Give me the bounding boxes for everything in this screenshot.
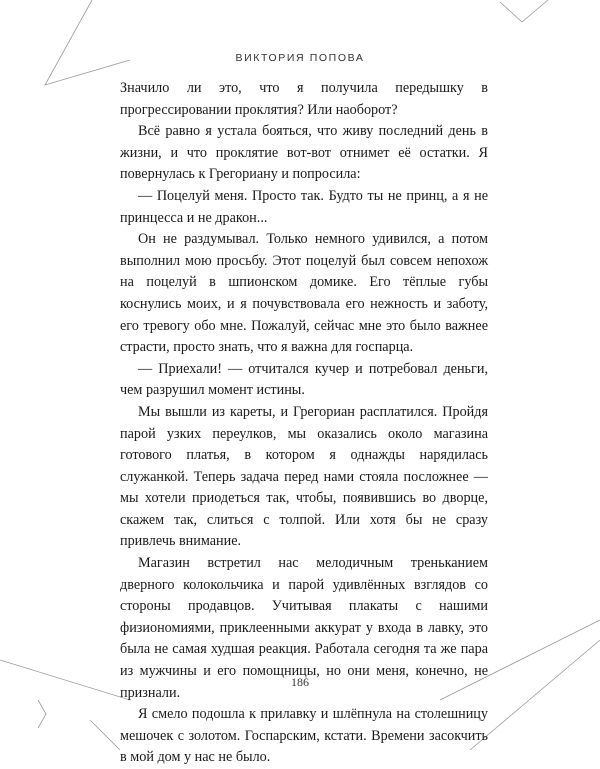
paragraph: Магазин встретил нас мелодичным треньканием дверного колокольчика и парой удивлённых взглядов со стороны продавцов. Учитывая плакаты с нашими физиономиями, приклеенными аккурат у входа в лавку, это была не самая худшая реакция. Работала сегодня та же пара из мужчины и его помощницы, но они меня, конечно, не признали. bbox=[120, 555, 488, 701]
bottom-left-chevron bbox=[38, 700, 46, 728]
paragraph: — Поцелуй меня. Просто так. Будто ты не принц, а я не принцесса и не дракон... bbox=[120, 187, 488, 226]
top-left-ornament bbox=[45, 0, 130, 85]
paragraph: Мы вышли из кареты, и Грегориан расплатился. Пройдя парой узких переулков, мы оказались около магазина готового платья, в котором я однажды нарядилась служанкой. Теперь задача перед нами стояла посложнее — мы хотели приодеться так, чтобы, появившись во дворце, скажем так, слиться с толпой. Или хотя бы не сразу привлечь внимание. bbox=[120, 403, 488, 550]
top-right-ornament bbox=[522, 0, 548, 22]
paragraph: — Приехали! — отчитался кучер и потребовал деньги, чем разрушил момент истины. bbox=[120, 360, 488, 399]
body-text bbox=[120, 78, 488, 769]
running-head-author: ВИКТОРИЯ ПОПОВА bbox=[235, 52, 365, 64]
bottom-left-line bbox=[90, 720, 120, 750]
paragraph: Всё равно я устала бояться, что живу последний день в жизни, и что проклятие вот-вот отнимет её остатки. Я повернулась к Грегориану и попросила: bbox=[120, 123, 488, 183]
page-number: 186 bbox=[291, 675, 309, 689]
paragraph: Я смело подошла к прилавку и шлёпнула на столешницу мешочек с золотом. Госпарским, кстати. Времени засокчить в мой дом у нас не было. bbox=[120, 706, 488, 766]
paragraph: Он не раздумывал. Только немного удивился, а потом выполнил мою просьбу. Этот поцелуй был совсем непохож на поцелуй в шпионском домике. Его тёплые губы коснулись моих, и я почувствовала его нежность и заботу, его тревогу обо мне. Пожалуй, сейчас мне это было важнее страсти, просто знать, что я важна для госпарца. bbox=[120, 231, 488, 356]
paragraph: Значило ли это, что я получила передышку в прогрессировании проклятия? Или наоборот? bbox=[120, 80, 488, 118]
bottom-right-line-b bbox=[470, 640, 600, 750]
top-right-line bbox=[500, 2, 522, 22]
